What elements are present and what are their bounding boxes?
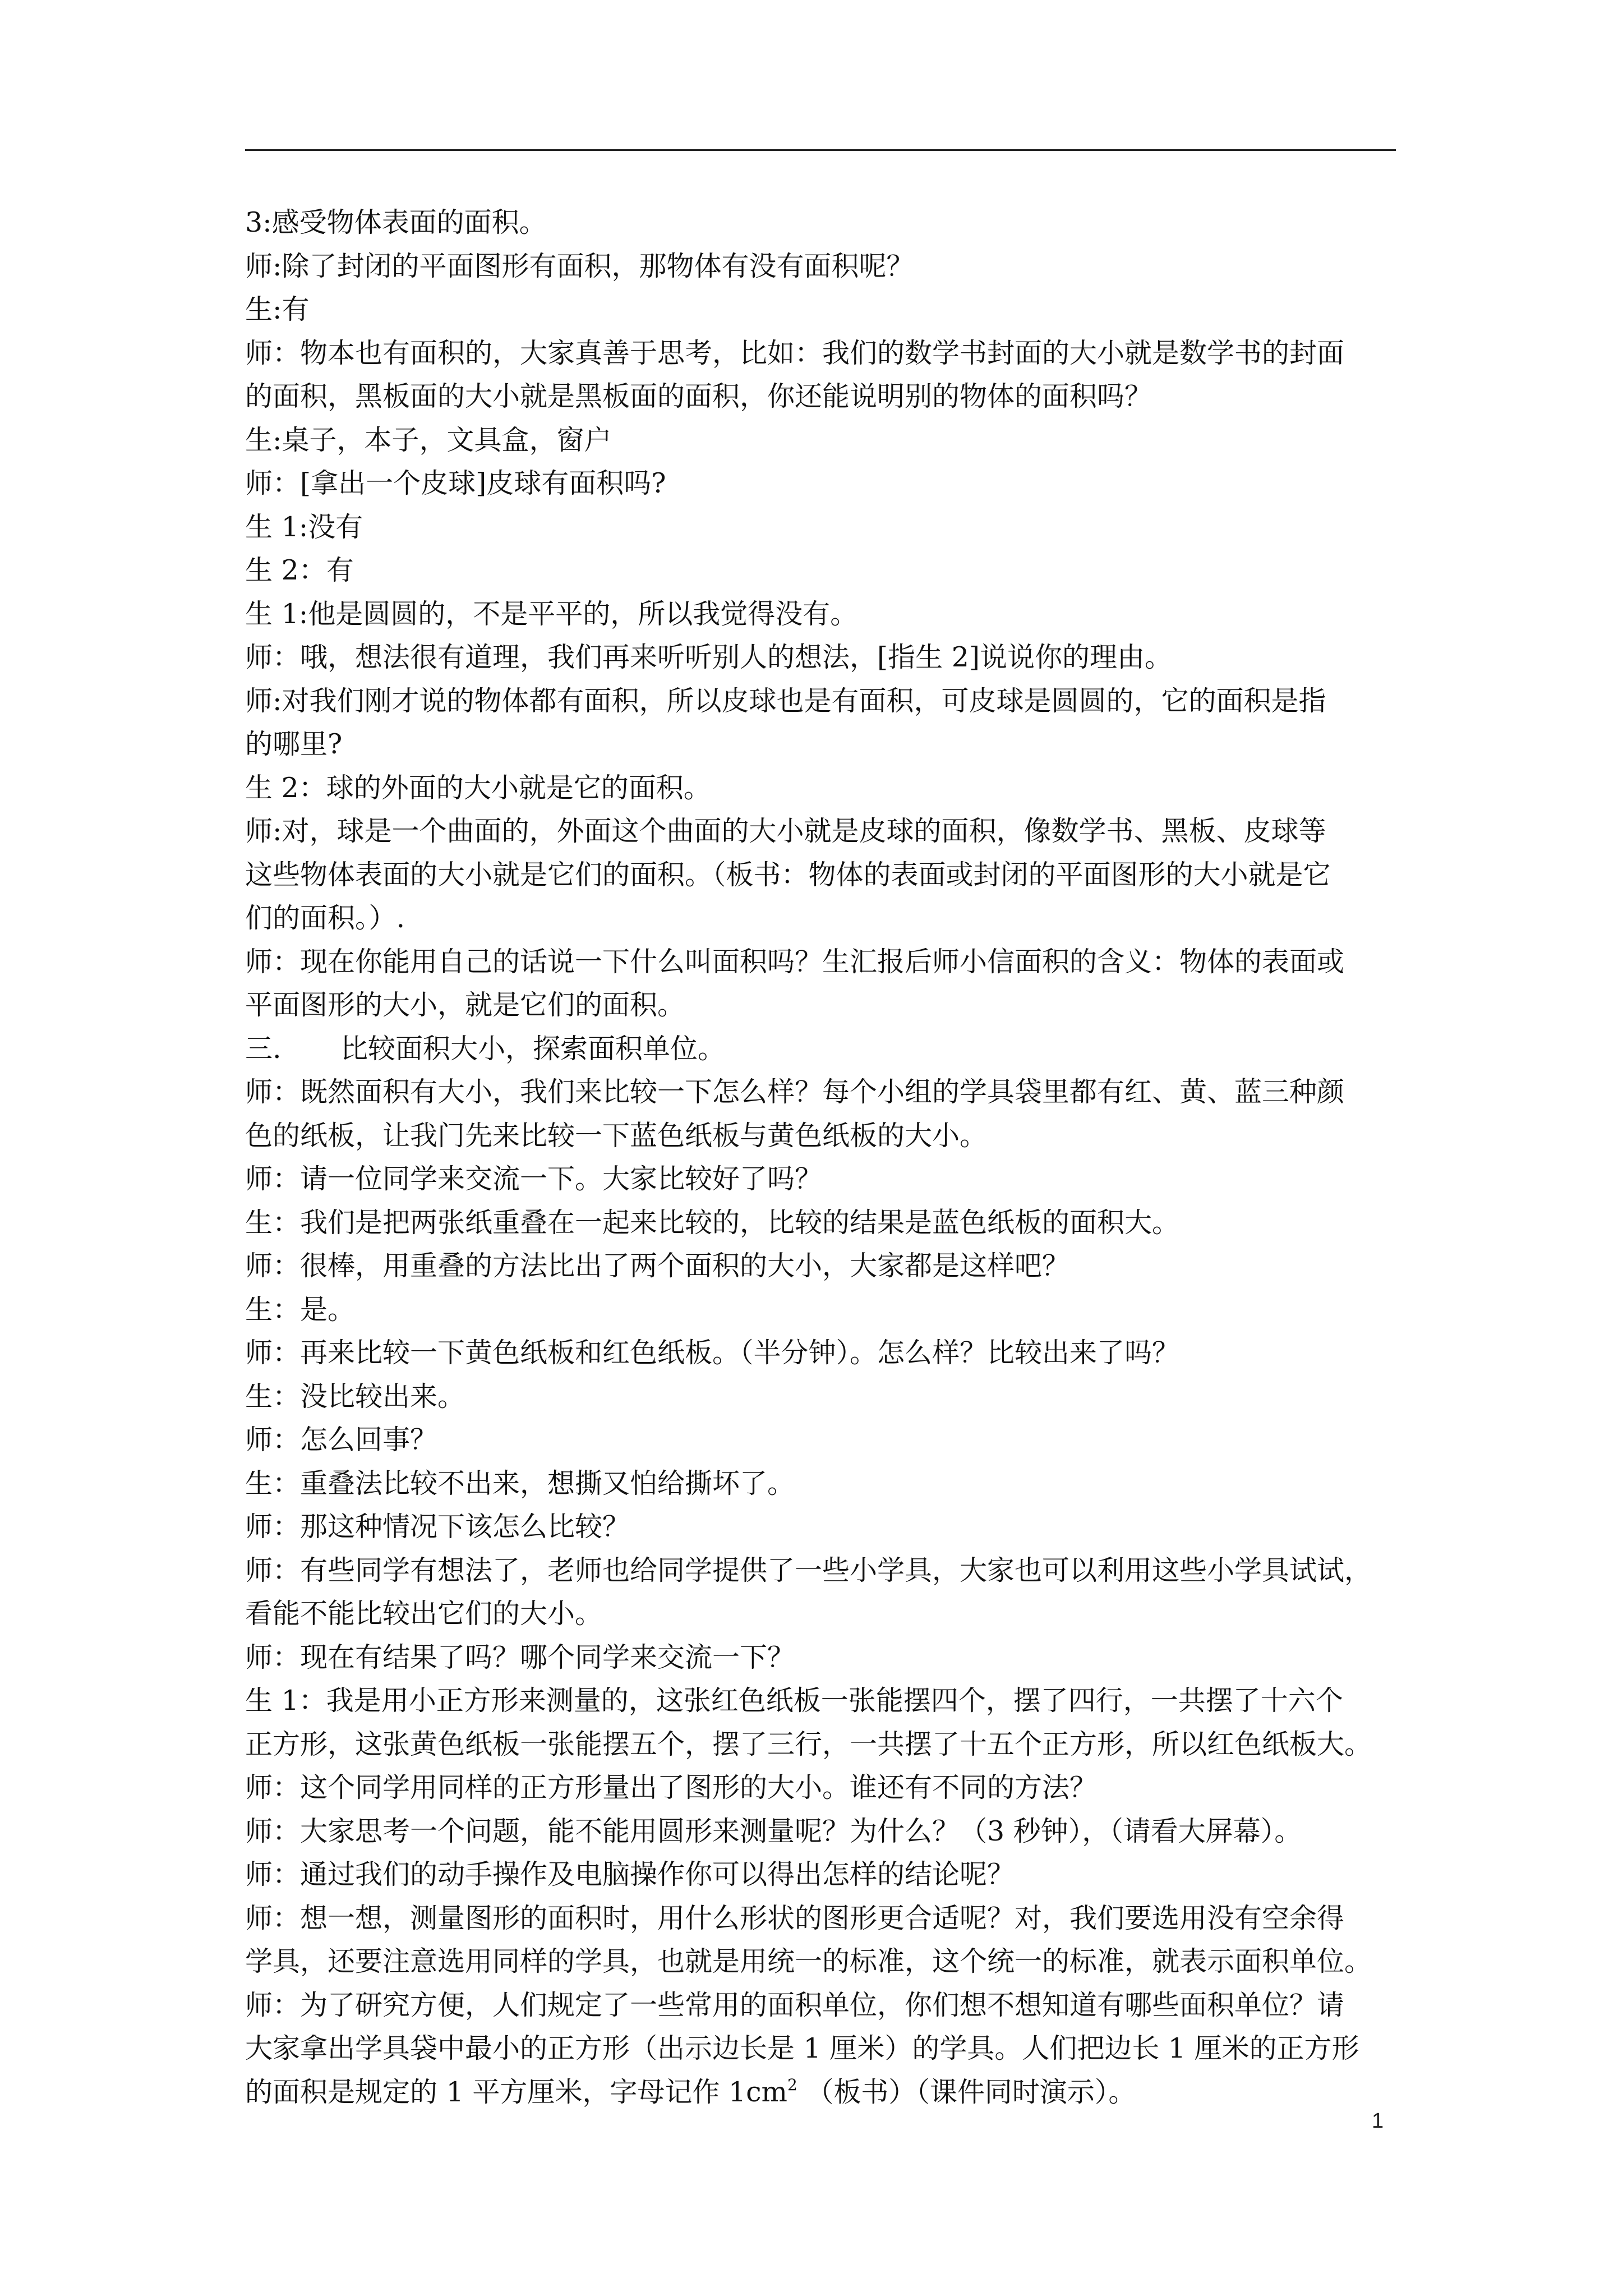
text-line: 师：物本也有面积的，大家真善于思考，比如：我们的数学书封面的大小就是数学书的封面 [245, 337, 1345, 369]
text-line: 师：既然面积有大小，我们来比较一下怎么样？每个小组的学具袋里都有红、黄、蓝三种颜 [245, 1076, 1345, 1108]
text-line: 师：有些同学有想法了，老师也给同学提供了一些小学具，大家也可以利用这些小学具试试， [245, 1554, 1372, 1586]
text-line: 生:桌子，本子，文具盒，窗户 [245, 424, 612, 456]
text-line: 的面积，黑板面的大小就是黑板面的面积，你还能说明别的物体的面积吗？ [245, 380, 1152, 412]
document-body [245, 201, 1396, 2114]
text-line: 师：大家思考一个问题，能不能用圆形来测量呢？为什么？（3 秒钟），（请看大屏幕）。 [245, 1815, 1302, 1847]
text-line: 色的纸板，让我门先来比较一下蓝色纸板与黄色纸板的大小。 [245, 1119, 988, 1152]
text-line: 这些物体表面的大小就是它们的面积。（板书：物体的表面或封闭的平面图形的大小就是它 [245, 858, 1331, 891]
text-line: 生：是。 [245, 1293, 356, 1326]
text-line: 师：这个同学用同样的正方形量出了图形的大小。谁还有不同的方法？ [245, 1772, 1098, 1803]
text-line: 师:除了封闭的平面图形有面积，那物体有没有面积呢？ [245, 250, 914, 282]
text-line: 正方形，这张黄色纸板一张能摆五个，摆了三行，一共摆了十五个正方形，所以红色纸板大。 [245, 1728, 1372, 1760]
unit-text: 的面积是规定的 1 平方厘米，字母记作 1cm [245, 2076, 787, 2108]
text-line: 的哪里? [245, 728, 343, 760]
text-line: 生 1：我是用小正方形来测量的，这张红色纸板一张能摆四个，摆了四行，一共摆了十六个 [245, 1685, 1343, 1717]
text-line: 生 1:他是圆圆的，不是平平的，所以我觉得没有。 [245, 597, 858, 630]
section-title: 比较面积大小，探索面积单位。 [340, 1032, 726, 1065]
text-line: 生 1:没有 [245, 510, 363, 543]
text-line: 师：很棒，用重叠的方法比出了两个面积的大小，大家都是这样吧？ [245, 1250, 1070, 1282]
text-line: 师：请一位同学来交流一下。大家比较好了吗？ [245, 1163, 823, 1195]
text-line: 师：[拿出一个皮球]皮球有面积吗? [245, 467, 666, 499]
page-number: 1 [1372, 2109, 1384, 2133]
text-line: 生：我们是把两张纸重叠在一起来比较的，比较的结果是蓝色纸板的面积大。 [245, 1206, 1180, 1239]
text-line: 师：哦，想法很有道理，我们再来听听别人的想法，[指生 2]说说你的理由。 [245, 641, 1172, 673]
text-line: 平面图形的大小，就是它们的面积。 [245, 989, 685, 1021]
text-line: 师:对，球是一个曲面的，外面这个曲面的大小就是皮球的面积，像数学书、黑板、皮球等 [245, 815, 1326, 847]
text-line: 生 2：球的外面的大小就是它的面积。 [245, 771, 711, 804]
text-line: 生:有 [245, 293, 310, 325]
text-line: 师：为了研究方便，人们规定了一些常用的面积单位，你们想不想知道有哪些面积单位？请 [245, 1989, 1345, 2021]
text-line: 师:对我们刚才说的物体都有面积，所以皮球也是有面积，可皮球是圆圆的，它的面积是指 [245, 684, 1326, 717]
text-line: 们的面积。）. [245, 902, 405, 934]
text-line: 师：那这种情况下该怎么比较？ [245, 1511, 630, 1543]
text-line: 3:感受物体表面的面积。 [245, 206, 547, 238]
text-line: 师：怎么回事？ [245, 1424, 438, 1456]
text-line: 师：现在你能用自己的话说一下什么叫面积吗？生汇报后师小信面积的含义：物体的表面或 [245, 945, 1345, 978]
text-line: 大家拿出学具袋中最小的正方形（出示边长是 1 厘米）的学具。人们把边长 1 厘米的正方形 [245, 2032, 1359, 2064]
text-line-last [245, 2070, 1396, 2114]
unit-superscript: 2 [787, 2075, 797, 2094]
text-line: 师：再来比较一下黄色纸板和红色纸板。（半分钟）。怎么样？比较出来了吗？ [245, 1337, 1180, 1369]
section-heading [245, 1027, 1396, 1071]
text-line: 师：想一想，测量图形的面积时，用什么形状的图形更合适呢？对，我们要选用没有空余得 [245, 1902, 1345, 1934]
text-line: 生：没比较出来。 [245, 1380, 465, 1412]
header-rule [245, 149, 1396, 151]
text-line: 学具，还要注意选用同样的学具，也就是用统一的标准，这个统一的标准，就表示面积单位。 [245, 1945, 1372, 1977]
text-line: 师：通过我们的动手操作及电脑操作你可以得出怎样的结论呢？ [245, 1858, 1015, 1890]
text-line: 师：现在有结果了吗？哪个同学来交流一下？ [245, 1641, 795, 1673]
blackboard-note: （板书）（课件同时演示）。 [797, 2076, 1136, 2108]
text-line: 生 2：有 [245, 554, 354, 586]
section-number: 三. [245, 1032, 282, 1065]
text-line: 生：重叠法比较不出来，想撕又怕给撕坏了。 [245, 1467, 795, 1499]
text-line: 看能不能比较出它们的大小。 [245, 1598, 603, 1630]
